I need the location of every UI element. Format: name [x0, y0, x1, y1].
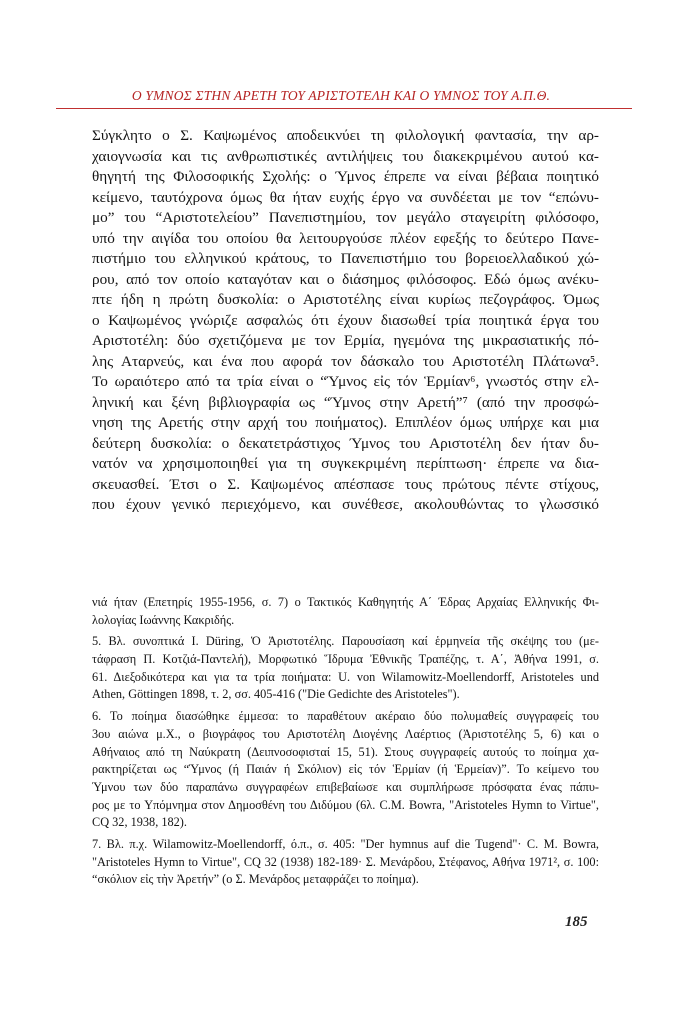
- footnote-line: “σκόλιον εἰς τὴν Ἀρετήν” (ο Σ. Μενάρδος μεταφράζει το ποίημα).: [92, 872, 419, 887]
- body-line: ρου, από τον οποίο καταγόταν και ο διάσημος φιλόσοφος. Εδώ όμως ανέκυ-: [92, 270, 599, 288]
- footnote-line: Αθήναιος από τη Ναύκρατη (Δειπνοσοφισταί 15, 51). Στους συγγραφείς αυτούς το ποίημα χα-: [92, 744, 599, 759]
- body-line: θηγητή της Φιλοσοφικής Σχολής: ο Ύμνος έπρεπε να είναι βέβαια ποιητικό: [92, 168, 599, 185]
- body-line: Σύγκλητο ο Σ. Καψωμένος αποδεικνύει τη φιλολογική φαντασία, την αρ-: [92, 127, 599, 144]
- body-line: νατόν να χρησιμοποιηθεί για τη συγκεκριμένη περίπτωση· έπρεπε να δια-: [92, 455, 599, 472]
- body-line: Αριστοτέλη: δύο σχετιζόμενα με τον Ερμία, ηγεμόνα της μικρασιατικής πό-: [92, 332, 599, 349]
- footnote: [92, 633, 599, 704]
- body-line: μο” του “Αριστοτελείου” Πανεπιστημίου, τον μεγάλο σταγειρίτη φιλόσοφο,: [92, 209, 599, 226]
- footnote: [92, 708, 599, 832]
- running-head: Ο ΥΜΝΟΣ ΣΤΗΝ ΑΡΕΤΗ ΤΟΥ ΑΡΙΣΤΟΤΕΛΗ ΚΑΙ Ο ΥΜΝΟΣ ΤΟΥ Α.Π.Θ.: [131, 88, 551, 103]
- footnote-line: νιά ήταν (Επετηρίς 1955-1956, σ. 7) ο Τακτικός Καθηγητής Α΄ Έδρας Αρχαίας Ελληνικής Φι-: [92, 595, 599, 609]
- body-line: χαιογνωσία και τις ανθρωπιστικές αντιλήψεις του διακεκριμένου αυτού κα-: [92, 147, 599, 165]
- footnote-line: 3ου αιώνα μ.Χ., ο βιογράφος του Αριστοτέλη Διογένης Λαέρτιος (Ἀριστοτέλης 5, 6) και ο: [92, 726, 599, 741]
- footnotes: [92, 594, 599, 889]
- body-line: σκευασθεί. Έτσι ο Σ. Καψωμένος απέσπασε τους πρώτους πέντε στίχους,: [92, 475, 599, 493]
- footnote-line: τάφραση Π. Κοτζιά-Παντελή), Μορφωτικό Ἵδρυμα Ἐθνικῆς Τραπέζης, τ. Α΄, Ἀθήνα 1991, σ.: [92, 652, 599, 667]
- body-line: πιστήμιο του ελληνικού κράτους, το Πανεπιστήμιο του βορειοελλαδικού χώ-: [92, 250, 599, 267]
- body-line: πτε ήδη η πρώτη δυσκολία: ο Αριστοτέλης είναι κυρίως πεζογράφος. Όμως: [92, 291, 599, 308]
- footnote-line: Ύμνου των δύο παραπάνω συγγραφέων επιβεβαίωσε και συμπλήρωσε πρόσφατα ένας πάπυ-: [92, 779, 599, 794]
- footnote: [92, 836, 599, 889]
- body-line: που έχουν γενικό περιεχόμενο, και συνέθεσε, ακολουθώντας το γλωσσικό: [92, 496, 599, 513]
- page-number: 185: [565, 914, 588, 930]
- body-line: κείμενο, ταυτόχρονα όμως θα ήταν ευχής έργο να συνδέεται με τον “επώνυ-: [92, 188, 599, 206]
- footnote-continuation: [92, 594, 599, 629]
- body-line: υπό την αιγίδα του οποίου θα λειτουργούσε πλέον εφεξής το δεύτερο Πανε-: [92, 229, 599, 247]
- footnote-line: CQ 32, 1938, 182).: [92, 815, 187, 830]
- body-line: λης Αταρνεύς, και ένα που αφορά τον δάσκαλο του Αριστοτέλη Πλάτωνα⁵.: [92, 352, 599, 370]
- footnote-line: Athen, Göttingen 1898, τ. 2, σσ. 405-416 ("Die Gedichte des Aristoteles").: [92, 687, 460, 702]
- header-rule: [56, 108, 632, 109]
- body-line: ληνική και ξένη βιβλιογραφία ως “Ύμνος στην Αρετή”⁷ (από την προσφώ-: [92, 393, 599, 411]
- footnote-line: "Aristoteles Hymn to Virtue", CQ 32 (1938) 182-189· Σ. Μενάρδου, Στέφανος, Αθήνα 1971², σ. 100:: [92, 854, 599, 869]
- footnote-line: ρακτηρίζεται ως “Ύμνος (ή Παιάν ή Σκόλιον) εἰς τόν Ἑρμίαν (ή Ἑρμείαν)”. Το κείμενο του: [92, 762, 599, 777]
- footnote-line: λολογίας Ιωάννης Κακριδής.: [92, 612, 235, 627]
- body-line: Το ωραιότερο από τα τρία είναι ο “Ύμνος εἰς τόν Ἑρμίαν⁶, γνωστός στην ελ-: [92, 373, 599, 390]
- footnote-line: 5. Βλ. συνοπτικά I. Düring, Ὁ Ἀριστοτέλης. Παρουσίαση καί ἑρμηνεία τῆς σκέψης του (με-: [92, 634, 599, 649]
- footnote-line: 6. Το ποίημα διασώθηκε έμμεσα: το παραθέτουν ακέραιο δύο πολυμαθείς συγγραφείς του: [92, 709, 599, 724]
- footnote-line: ρος με το Υπόμνημα στον Δημοσθένη του Διδύμου (6λ. C.M. Bowra, "Aristoteles Hymn to Virtue",: [92, 797, 599, 812]
- footnote-line: 7. Βλ. π.χ. Wilamowitz-Moellendorff, ό.π., σ. 405: "Der hymnus auf die Tugend"· C. M. Bowra,: [92, 836, 599, 851]
- footnote-line: 61. Διεξοδικότερα και για τα τρία ποιήματα: U. von Wilamowitz-Moellendorff, Aristoteles und: [92, 669, 599, 684]
- body-line: ο Καψωμένος γνώριζε ασφαλώς ότι έχουν διασωθεί τρία ποιητικά έργα του: [92, 311, 599, 329]
- body-text: [92, 126, 599, 516]
- body-line: νηση της Αρετής στην αρχή του ποιήματος). Επιπλέον όμως υπήρχε και μια: [92, 414, 599, 431]
- body-line: δεύτερη δυσκολία: ο δεκατετράστιχος Ύμνος του Αριστοτέλη δεν ήταν δυ-: [92, 434, 599, 452]
